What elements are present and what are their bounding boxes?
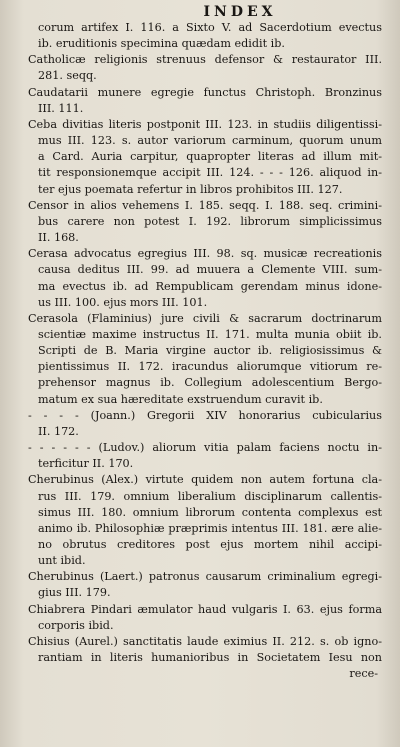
index-line: Caudatarii munere egregie functus Christoph. Bronzinus — [28, 85, 382, 99]
page-header: INDEX — [203, 4, 277, 20]
index-line: no obrutus creditores post ejus mortem nihil accipi- — [38, 538, 382, 551]
index-line: Cherubinus (Alex.) virtute quidem non autem fortuna cla- — [28, 473, 382, 487]
index-line: Censor in alios vehemens I. 185. seqq. I. 188. seq. crimini- — [28, 198, 382, 212]
index-line: Catholicæ religionis strenuus defensor & restaurator III. — [28, 53, 382, 67]
index-line: corum artifex I. 116. a Sixto V. ad Sacerdotium evectus — [38, 21, 382, 34]
index-line: ter ejus poemata refertur in libros prohibitos III. 127. — [38, 182, 343, 196]
index-line: mus III. 123. s. autor variorum carminum, quorum unum — [38, 134, 382, 148]
index-line: ib. eruditionis specimina quædam edidit ib. — [38, 37, 285, 51]
index-line: 281. seqq. — [38, 69, 97, 83]
index-line: corporis ibid. — [38, 618, 114, 632]
index-line: II. 172. — [38, 424, 79, 438]
index-line: prehensor magnus ib. Collegium adolescentium Bergo- — [38, 376, 382, 390]
index-line: Cerasola (Flaminius) jure civili & sacrarum doctrinarum — [28, 311, 382, 325]
index-line: Scripti de B. Maria virgine auctor ib. religiosissimus & — [38, 344, 382, 358]
index-text — [28, 20, 382, 666]
index-line: Cerasa advocatus egregius III. 98. sq. musicæ recreationis — [28, 247, 382, 261]
index-line: matum ex sua hæreditate exstruendum curavit ib. — [38, 392, 323, 406]
index-line: rus III. 179. omnium liberalium disciplinarum callentis- — [38, 489, 382, 503]
index-line: tit responsionemque accipit III. 124. - - - 126. aliquod in- — [38, 166, 382, 180]
catchword: rece- — [349, 667, 378, 681]
index-line: - - - - (Joann.) Gregorii XIV honorarius cubicularius — [28, 408, 382, 422]
index-line: Chisius (Aurel.) sanctitatis laude eximius II. 212. s. ob igno- — [28, 634, 382, 648]
index-line: II. 168. — [38, 231, 79, 245]
index-line: terficitur II. 170. — [38, 457, 134, 471]
index-line: ma evectus ib. ad Rempublicam gerendam minus idone- — [38, 279, 382, 293]
index-line: us III. 100. ejus mors III. 101. — [38, 295, 208, 309]
index-line: - - - - - - (Ludov.) aliorum vitia palam faciens noctu in- — [28, 441, 382, 455]
index-line: Ceba divitias literis postponit III. 123. in studiis diligentissi- — [28, 117, 382, 131]
index-line: a Card. Auria carpitur, quapropter literas ad illum mit- — [38, 150, 382, 164]
index-line: Chiabrera Pindari æmulator haud vulgaris I. 63. ejus forma — [28, 602, 382, 616]
index-line: III. 111. — [38, 101, 84, 115]
index-line: Cherubinus (Laert.) patronus causarum criminalium egregi- — [28, 570, 382, 584]
index-line: bus carere non potest I. 192. librorum simplicissimus — [38, 214, 382, 228]
index-line: simus III. 180. omnium librorum contenta complexus est — [38, 505, 382, 519]
index-line: gius III. 179. — [38, 586, 111, 600]
index-line: pientissimus II. 172. iracundus aliorumque vitiorum re- — [38, 360, 382, 374]
index-line: causa deditus III. 99. ad muuera a Clemente VIII. sum- — [38, 263, 382, 277]
index-line: unt ibid. — [38, 554, 86, 568]
index-line: scientiæ maxime instructus II. 171. multa munia obiit ib. — [38, 327, 382, 341]
index-line: rantiam in literis humanioribus in Societatem Iesu non — [38, 651, 382, 665]
index-line: animo ib. Philosophiæ præprimis intentus III. 181. ære alie- — [38, 521, 382, 535]
